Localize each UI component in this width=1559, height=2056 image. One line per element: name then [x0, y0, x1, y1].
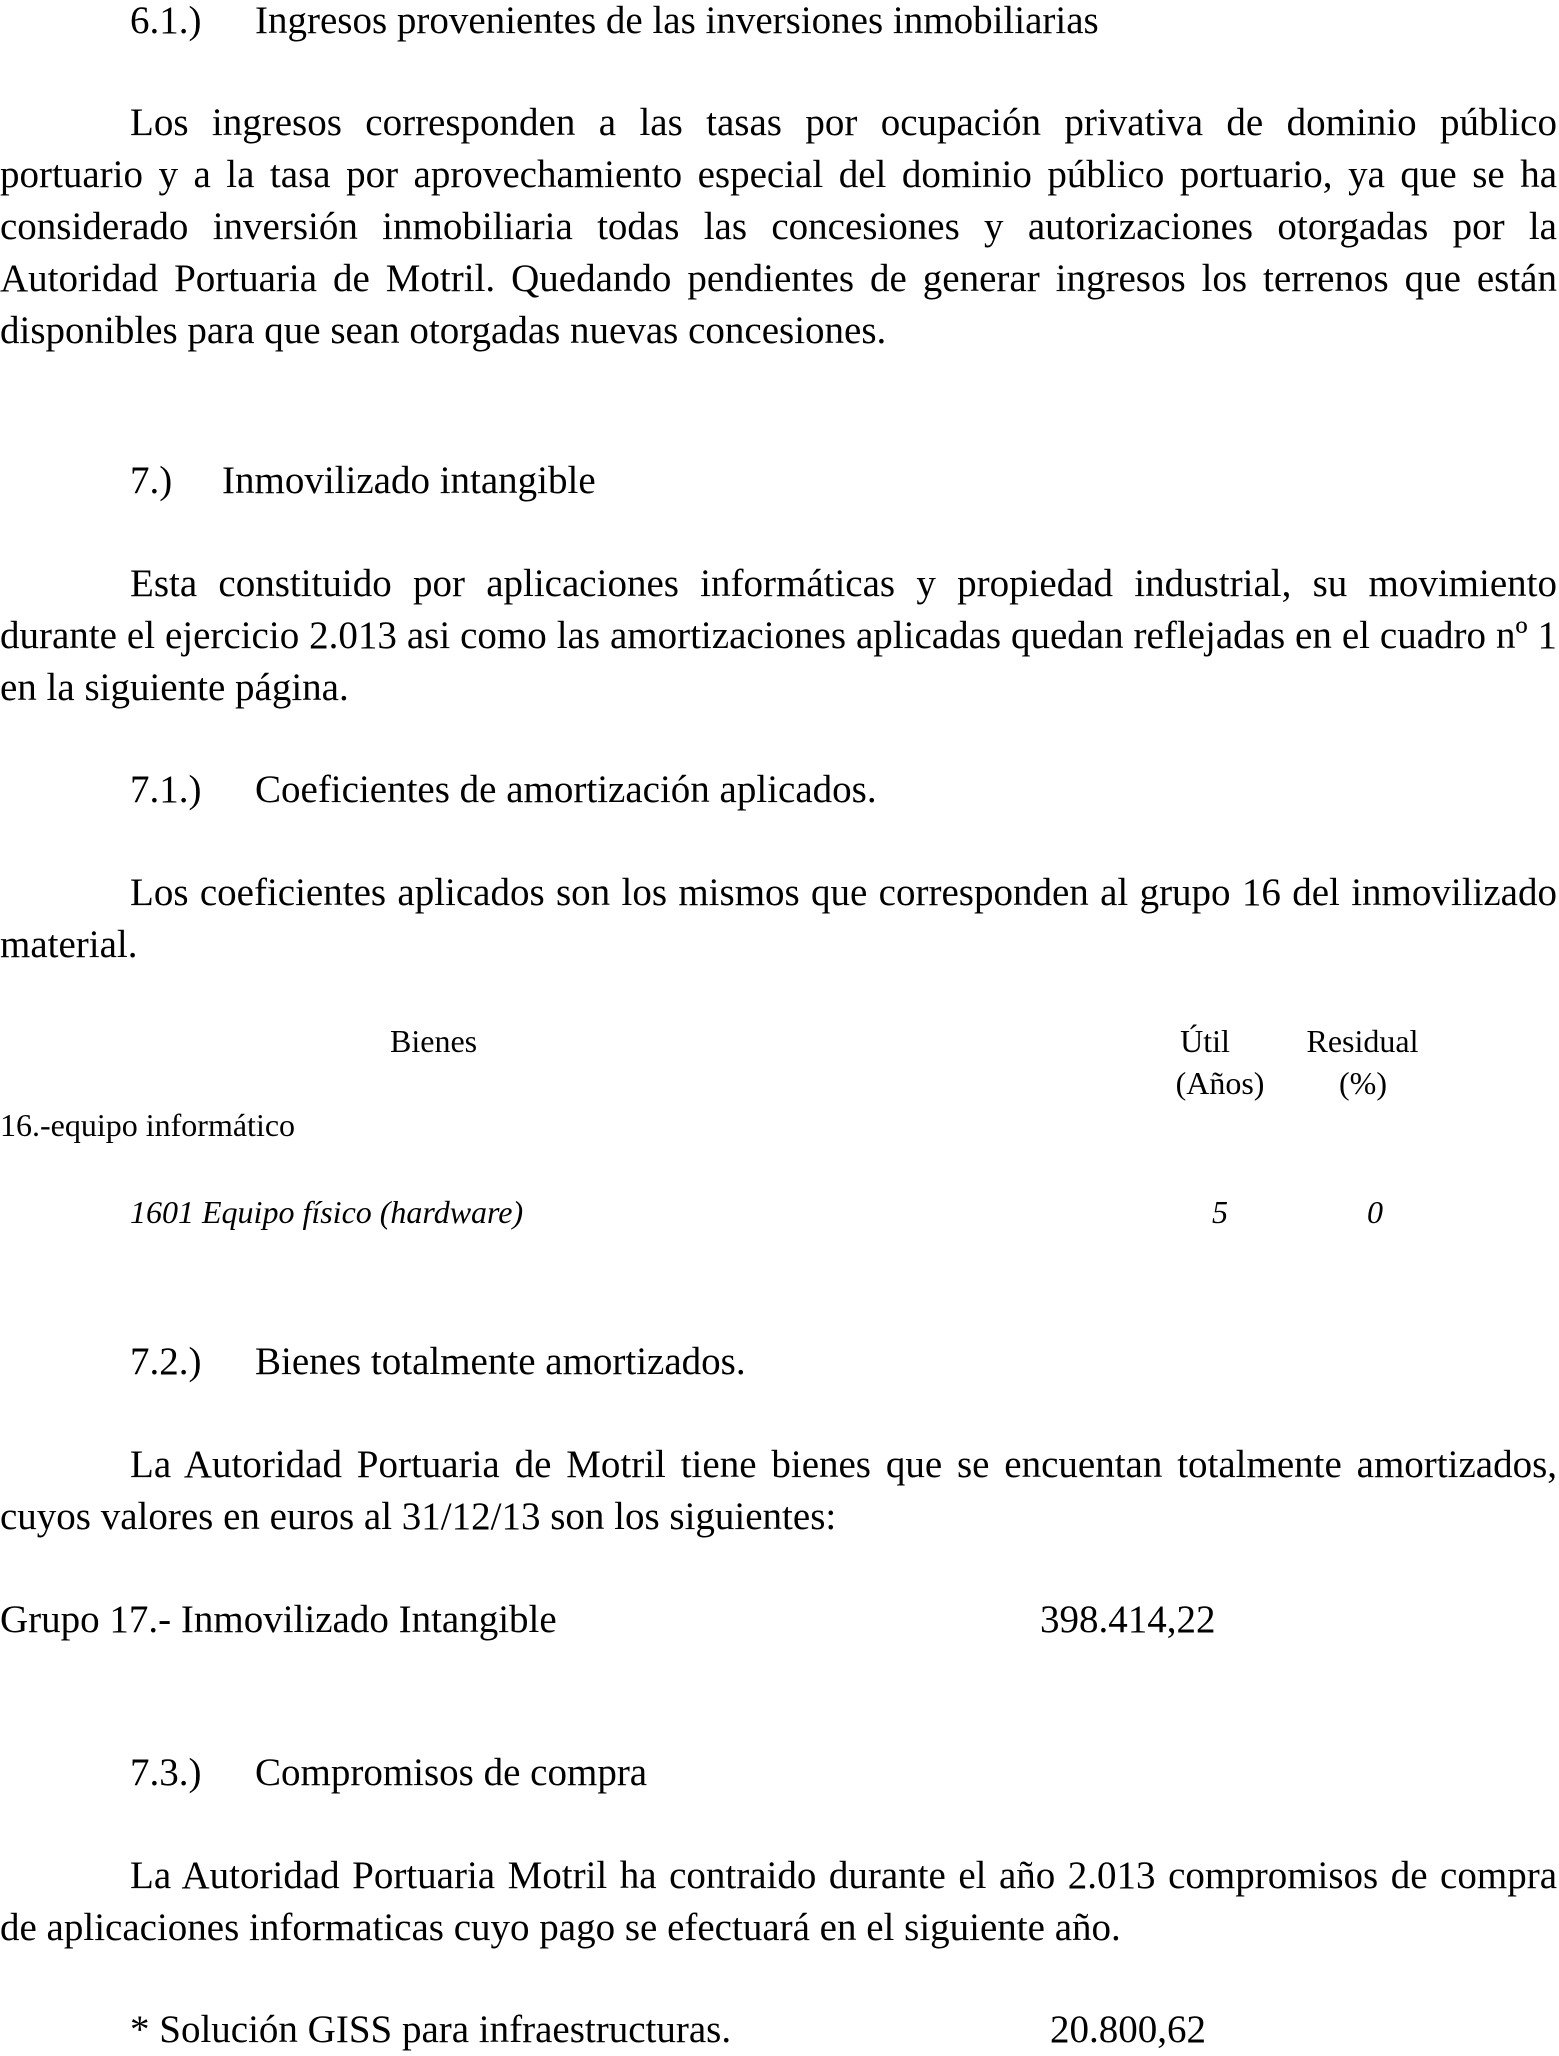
- amortized-group-label: Grupo 17.- Inmovilizado Intangible: [0, 1598, 557, 1641]
- section-7-2-title: Bienes totalmente amortizados.: [255, 1340, 746, 1383]
- table-header-anos: (Años): [1175, 1065, 1265, 1101]
- section-7-paragraph: Esta constituido por aplicaciones informáticas y propiedad industrial, su movimiento durante el ejercicio 2.013 asi como las amortizaciones aplicadas quedan reflejadas en el cuadro nº 1 en la siguiente página.: [0, 562, 1557, 709]
- section-7-2-paragraph: La Autoridad Portuaria de Motril tiene bienes que se encuentan totalmente amortizados, cuyos valores en euros al 31/12/13 son los siguientes:: [0, 1443, 1557, 1538]
- purchase-commitment-value: 20.800,62: [1050, 2008, 1206, 2051]
- table-header-util: Útil: [1180, 1023, 1230, 1059]
- amortized-group-value: 398.414,22: [1040, 1598, 1216, 1641]
- section-6-1-number: 6.1.): [130, 0, 202, 42]
- table-header-residual: Residual: [1306, 1023, 1419, 1059]
- section-7-1-number: 7.1.): [130, 768, 202, 811]
- table-row-util: 5: [1212, 1194, 1228, 1230]
- section-7-3-number: 7.3.): [130, 1751, 202, 1794]
- table-header-percent: (%): [1339, 1065, 1387, 1101]
- section-7-1-title: Coeficientes de amortización aplicados.: [255, 768, 877, 811]
- table-row-residual: 0: [1367, 1194, 1383, 1230]
- section-7-number: 7.): [130, 459, 173, 502]
- section-7-3-paragraph: La Autoridad Portuaria Motril ha contraido durante el año 2.013 compromisos de compra de aplicaciones informaticas cuyo pago se efectuará en el siguiente año.: [0, 1854, 1557, 1949]
- section-7-1-paragraph: Los coeficientes aplicados son los mismos que corresponden al grupo 16 del inmovilizado material.: [0, 871, 1557, 966]
- section-6-1-title: Ingresos provenientes de las inversiones inmobiliarias: [255, 0, 1099, 42]
- table-header-bienes: Bienes: [390, 1023, 478, 1059]
- section-7-title: Inmovilizado intangible: [222, 459, 596, 502]
- section-7-2-number: 7.2.): [130, 1340, 202, 1383]
- table-row-name: 1601 Equipo físico (hardware): [130, 1194, 524, 1230]
- table-group-label: 16.-equipo informático: [0, 1107, 296, 1143]
- section-6-1-paragraph: Los ingresos corresponden a las tasas por ocupación privativa de dominio público portuario y a la tasa por aprovechamiento especial del dominio público portuario, ya que se ha considerado inversión inmobiliaria todas las concesiones y autorizaciones otorgadas por la Autoridad Portuaria de Motril. Quedando pendientes de generar ingresos los terrenos que están disponibles para que sean otorgadas nuevas concesiones.: [0, 101, 1557, 352]
- purchase-commitment-label: * Solución GISS para infraestructuras.: [130, 2008, 732, 2051]
- section-7-3-title: Compromisos de compra: [255, 1751, 648, 1794]
